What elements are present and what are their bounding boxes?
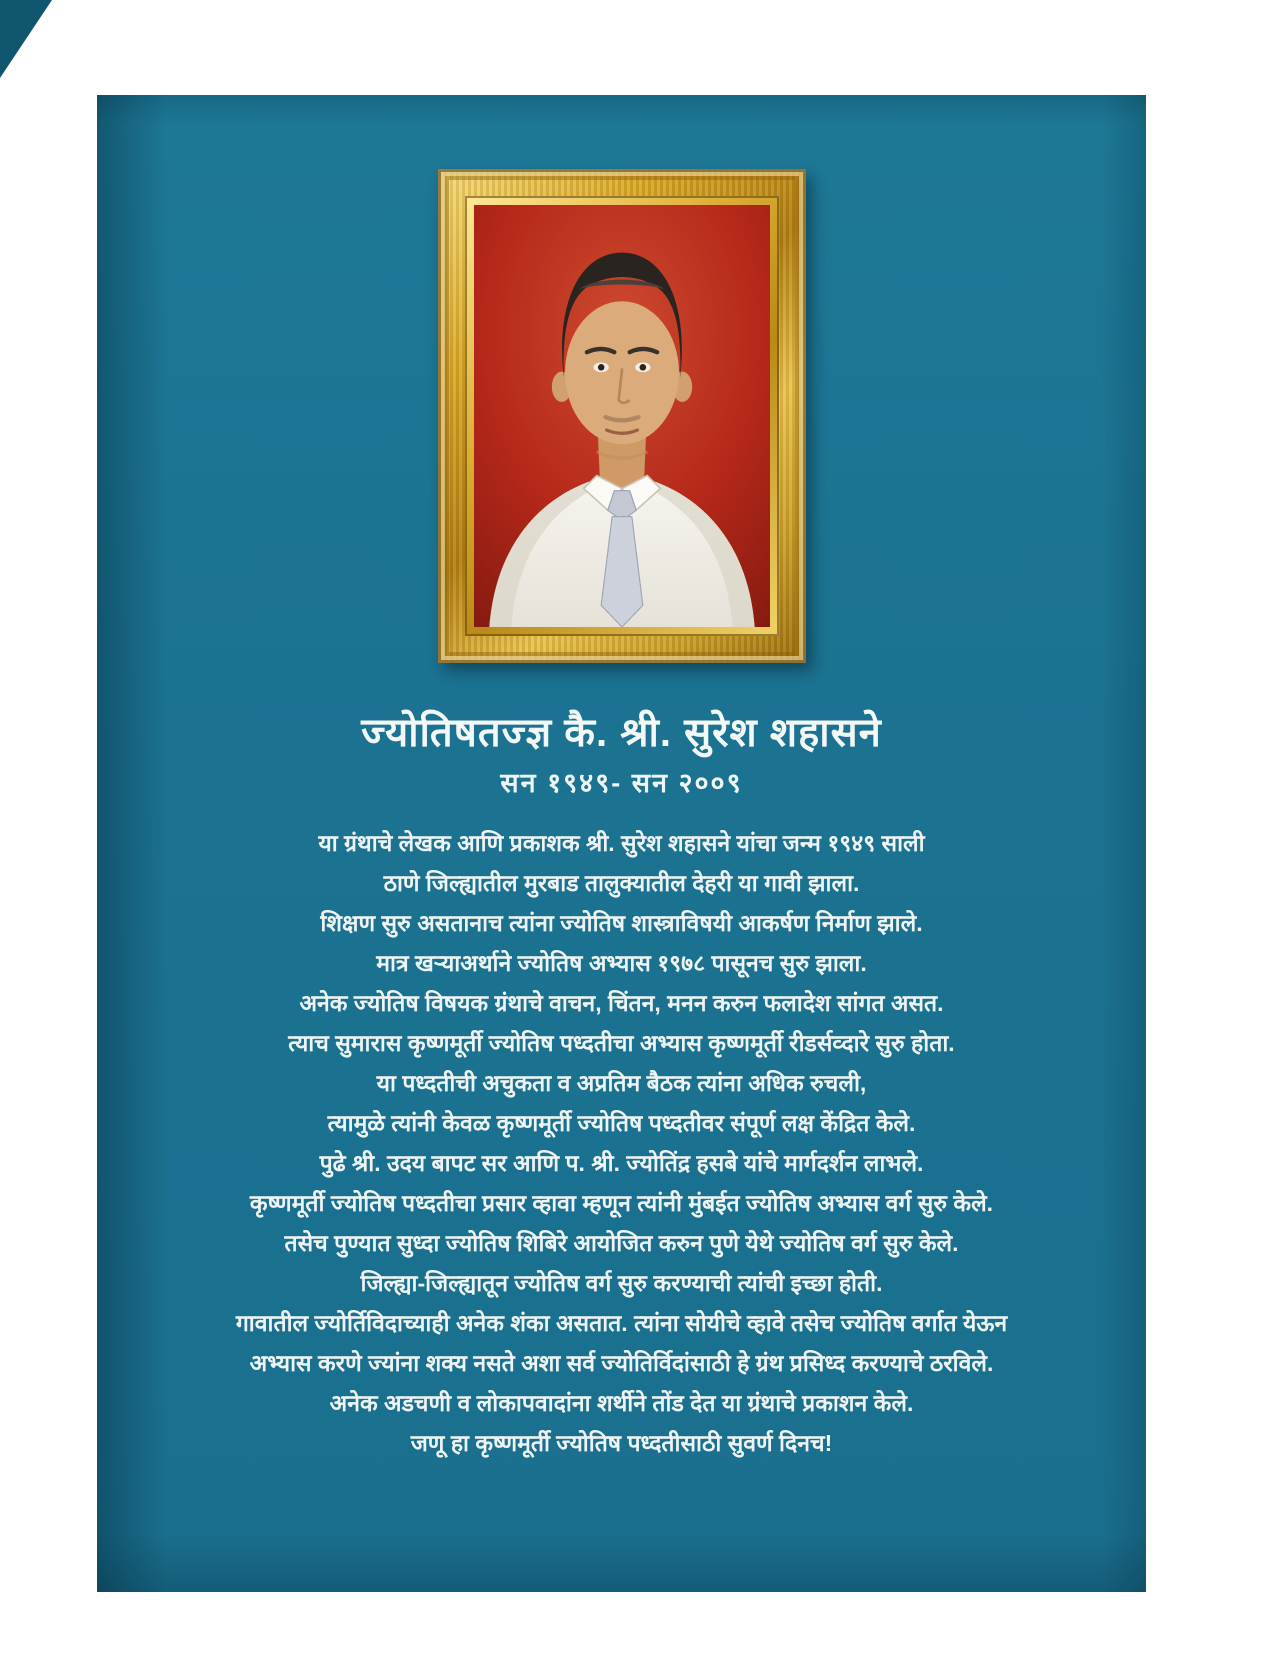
frame-inner-mat bbox=[465, 196, 779, 636]
bio-line: पुढे श्री. उदय बापट सर आणि प. श्री. ज्योतिंद्र हसबे यांचे मार्गदर्शन लाभले. bbox=[319, 1150, 924, 1176]
bio-line: त्याच सुमारास कृष्णमूर्ती ज्योतिष पध्दतीचा अभ्यास कृष्णमूर्ती रीडर्सव्दारे सुरु होता. bbox=[288, 1030, 955, 1056]
bio-line: तसेच पुण्यात सुध्दा ज्योतिष शिबिरे आयोजित करुन पुणे येथे ज्योतिष वर्ग सुरु केले. bbox=[284, 1230, 959, 1256]
bio-line: ठाणे जिल्ह्यातील मुरबाड तालुक्यातील देहरी या गावी झाला. bbox=[383, 870, 860, 896]
biography-text bbox=[97, 823, 1146, 1463]
bio-line: जणू हा कृष्णमूर्ती ज्योतिष पध्दतीसाठी सुवर्ण दिनच! bbox=[410, 1430, 833, 1456]
portrait-of-man-icon bbox=[474, 205, 770, 627]
bio-line: कृष्णमूर्ती ज्योतिष पध्दतीचा प्रसार व्हावा म्हणून त्यांनी मुंबईत ज्योतिष अभ्यास वर्ग सुरु केले. bbox=[249, 1190, 994, 1216]
bio-line: मात्र खऱ्याअर्थाने ज्योतिष अभ्यास १९७८ पासूनच सुरु झाला. bbox=[376, 950, 867, 976]
bio-line: अनेक ज्योतिष विषयक ग्रंथाचे वाचन, चिंतन, मनन करुन फलादेश सांगत असत. bbox=[299, 990, 944, 1016]
portrait-photo bbox=[474, 205, 770, 627]
page-title: ज्योतिषतज्ज्ञ कै. श्री. सुरेश शहासने bbox=[361, 711, 882, 755]
scan-corner-artifact bbox=[0, 0, 52, 78]
bio-line: या पध्दतीची अचुकता व अप्रतिम बैठक त्यांना अधिक रुचली, bbox=[376, 1070, 867, 1096]
bio-line: या ग्रंथाचे लेखक आणि प्रकाशक श्री. सुरेश शहासने यांचा जन्म १९४९ साली bbox=[318, 830, 925, 856]
bio-line: गावातील ज्योर्तिविदाच्याही अनेक शंका असतात. त्यांना सोयीचे व्हावे तसेच ज्योतिष वर्गात येऊन bbox=[235, 1310, 1008, 1336]
lifespan-years: सन १९४९- सन २००९ bbox=[500, 768, 743, 798]
bio-line: जिल्ह्या-जिल्ह्यातून ज्योतिष वर्ग सुरु करण्याची त्यांची इच्छा होती. bbox=[360, 1270, 883, 1296]
bio-line: अभ्यास करणे ज्यांना शक्य नसते अशा सर्व ज्योतिर्विदांसाठी हे ग्रंथ प्रसिध्द करण्याचे ठरविले. bbox=[249, 1350, 994, 1376]
book-cover-panel bbox=[97, 95, 1146, 1592]
portrait-frame bbox=[438, 169, 806, 663]
bio-line: त्यामुळे त्यांनी केवळ कृष्णमूर्ती ज्योतिष पध्दतीवर संपूर्ण लक्ष केंद्रित केले. bbox=[327, 1110, 916, 1136]
bio-line: अनेक अडचणी व लोकापवादांना शर्थीने तोंड देत या ग्रंथाचे प्रकाशन केले. bbox=[329, 1390, 914, 1416]
bio-line: शिक्षण सुरु असतानाच त्यांना ज्योतिष शास्त्राविषयी आकर्षण निर्माण झाले. bbox=[320, 910, 923, 936]
